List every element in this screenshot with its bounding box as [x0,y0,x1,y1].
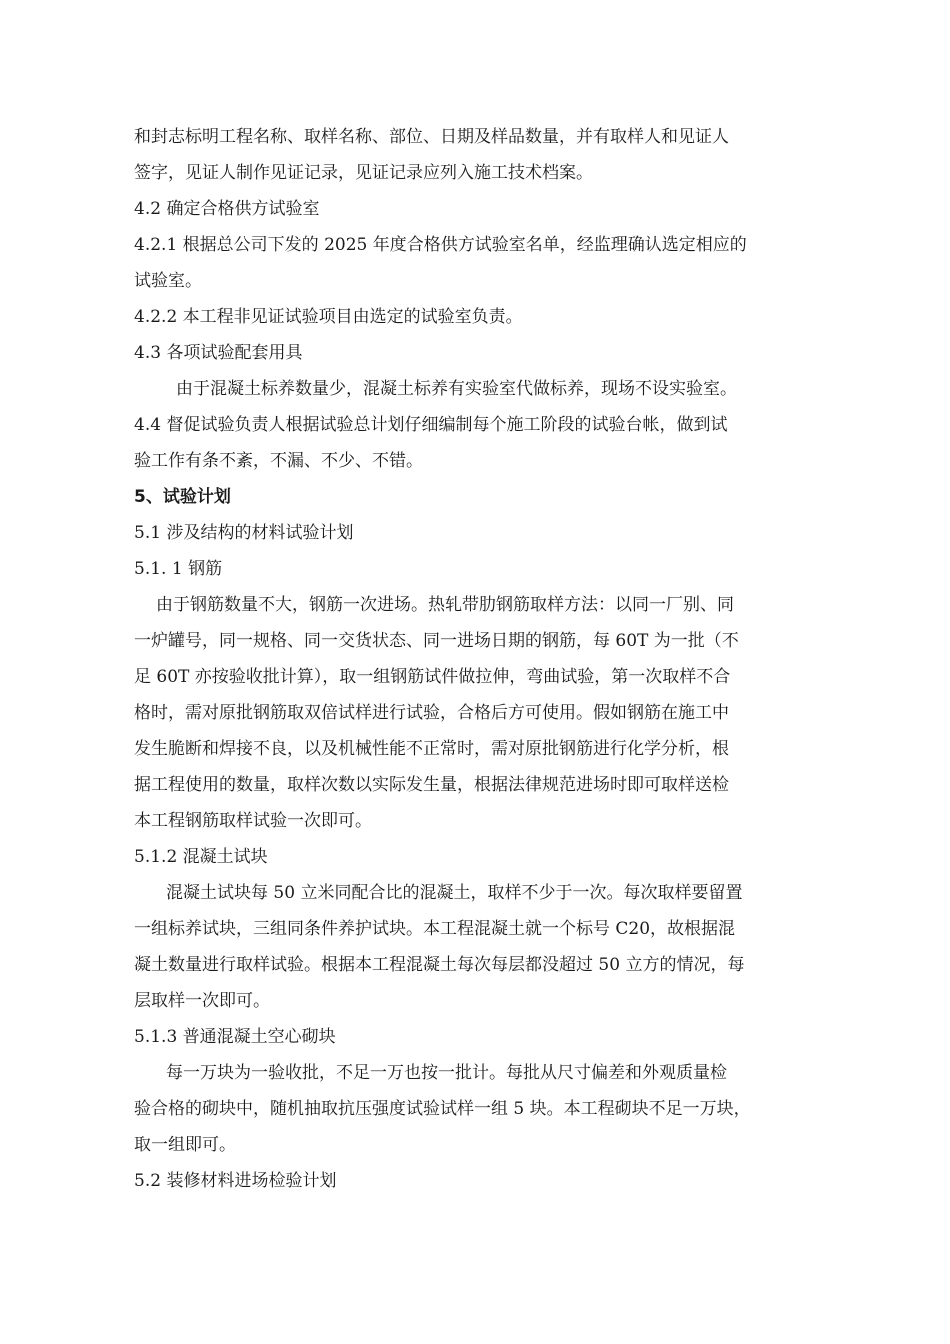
section-heading: 5.2 装修材料进场检验计划 [134,1171,337,1191]
paragraph-line: 签字，见证人制作见证记录，见证记录应列入施工技术档案。 [134,163,593,183]
paragraph-line: 一炉罐号，同一规格、同一交货状态、同一进场日期的钢筋，每 60T 为一批（不 [134,631,739,651]
section-heading: 5.1. 1 钢筋 [134,559,223,579]
paragraph-line: 由于混凝土标养数量少，混凝土标养有实验室代做标养，现场不设实验室。 [176,379,737,399]
paragraph-line: 4.2.1 根据总公司下发的 2025 年度合格供方试验室名单，经监理确认选定相应的 [134,235,747,255]
paragraph-line: 由于钢筋数量不大，钢筋一次进场。热轧带肋钢筋取样方法：以同一厂别、同 [156,595,734,615]
paragraph-line: 足 60T 亦按验收批计算），取一组钢筋试件做拉伸，弯曲试验，第一次取样不合 [134,667,731,687]
paragraph-line: 凝土数量进行取样试验。根据本工程混凝土每次每层都没超过 50 立方的情况，每 [134,955,745,975]
paragraph-line: 据工程使用的数量，取样次数以实际发生量，根据法律规范进场时即可取样送检 [134,775,729,795]
paragraph-line: 每一万块为一验收批，不足一万也按一批计。每批从尺寸偏差和外观质量检 [166,1063,727,1083]
paragraph-line: 取一组即可。 [134,1135,236,1155]
paragraph-line: 格时，需对原批钢筋取双倍试样进行试验，合格后方可使用。假如钢筋在施工中 [134,703,729,723]
paragraph-line: 混凝土试块每 50 立米同配合比的混凝土，取样不少于一次。每次取样要留置 [166,883,743,903]
paragraph-line: 和封志标明工程名称、取样名称、部位、日期及样品数量，并有取样人和见证人 [134,127,729,147]
paragraph-line: 验合格的砌块中，随机抽取抗压强度试验试样一组 5 块。本工程砌块不足一万块， [134,1099,751,1119]
section-heading: 5.1 涉及结构的材料试验计划 [134,523,354,543]
paragraph-line: 4.2.2 本工程非见证试验项目由选定的试验室负责。 [134,307,523,327]
paragraph-line: 本工程钢筋取样试验一次即可。 [134,811,372,831]
chapter-heading: 5、试验计划 [134,487,231,507]
section-heading: 5.1.3 普通混凝土空心砌块 [134,1027,336,1047]
section-heading: 4.3 各项试验配套用具 [134,343,303,363]
paragraph-line: 一组标养试块，三组同条件养护试块。本工程混凝土就一个标号 C20，故根据混 [134,919,736,939]
section-heading: 5.1.2 混凝土试块 [134,847,268,867]
section-heading: 4.2 确定合格供方试验室 [134,199,320,219]
paragraph-line: 层取样一次即可。 [134,991,270,1011]
paragraph-line: 验工作有条不紊，不漏、不少、不错。 [134,451,423,471]
paragraph-line: 4.4 督促试验负责人根据试验总计划仔细编制每个施工阶段的试验台帐，做到试 [134,415,728,435]
paragraph-line: 试验室。 [134,271,202,291]
paragraph-line: 发生脆断和焊接不良，以及机械性能不正常时，需对原批钢筋进行化学分析，根 [134,739,729,759]
